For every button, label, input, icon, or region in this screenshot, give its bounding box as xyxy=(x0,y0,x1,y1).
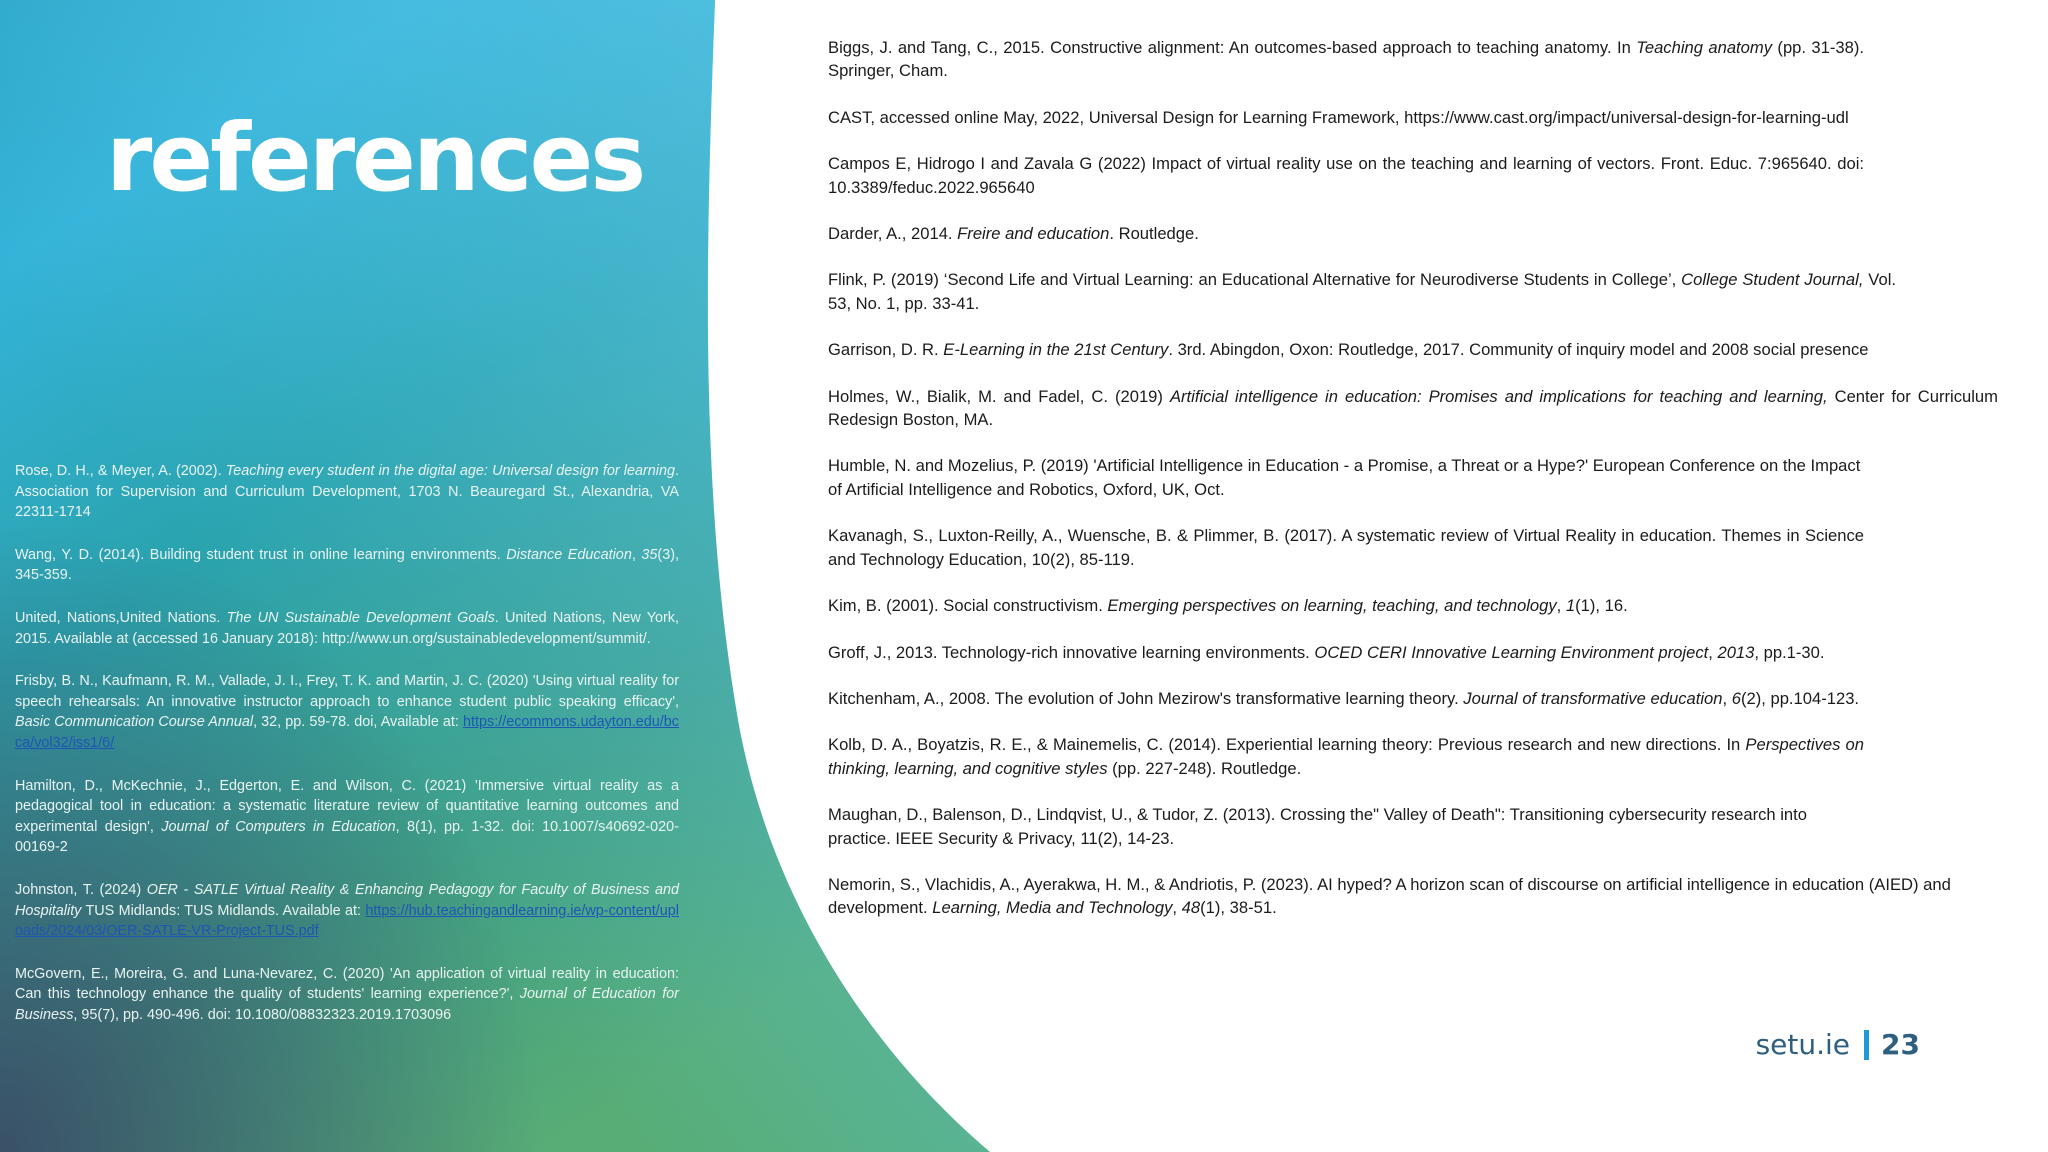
reference-kolb xyxy=(828,733,1864,780)
ref-volume: 48 xyxy=(1181,898,1201,918)
ref-text: Kitchenham, A., 2008. The evolution of John Mezirow's transformative learning theory. xyxy=(828,688,1464,708)
ref-text: . United Nations, New York, 2015. Available at (accessed 16 January 2018): http://www.un.org/sustainabledevelopment/summit/. xyxy=(15,609,679,647)
ref-volume: 35 xyxy=(641,546,658,563)
reference-holmes xyxy=(828,385,1998,432)
ref-text: , xyxy=(1172,898,1182,918)
reference-darder xyxy=(828,222,1864,245)
ref-text: . 3rd. Abingdon, Oxon: Routledge, 2017. Community of inquiry model and 2008 social presence xyxy=(1168,340,1869,360)
ref-text: . Routledge. xyxy=(1109,224,1199,244)
reference-flink xyxy=(828,268,1896,315)
ref-title: Artificial intelligence in education: Promises and implications for teaching and learning, xyxy=(1169,386,1828,406)
ref-text: Nemorin, S., Vlachidis, A., Ayerakwa, H. M., & Andriotis, P. (2023). AI hyped? A horizon scan of discourse on artificial intelligence in education (AIED) and development. xyxy=(828,874,1951,918)
reference-frisby xyxy=(15,671,679,753)
reference-cast xyxy=(828,106,1864,129)
ref-title: Freire and education xyxy=(957,224,1110,244)
reference-biggs xyxy=(828,36,1864,83)
reference-nemorin xyxy=(828,873,1998,920)
reference-garrison xyxy=(828,338,1998,361)
slide-footer xyxy=(1756,1028,1920,1061)
ref-text: , 8(1), pp. 1-32. doi: 10.1007/s40692-020-00169-2 xyxy=(15,818,679,856)
ref-text: Johnston, T. (2024) xyxy=(15,881,147,898)
ref-text: United, Nations,United Nations. xyxy=(15,609,227,626)
ref-title: E-Learning in the 21st Century xyxy=(943,340,1169,360)
ref-text: Biggs, J. and Tang, C., 2015. Constructive alignment: An outcomes-based approach to teaching anatomy. In xyxy=(828,38,1637,57)
reference-link[interactable]: https://ecommons.udayton.edu/bcca/vol32/iss1/6/ xyxy=(15,714,679,751)
ref-text: McGovern, E., Moreira, G. and Luna-Nevarez, C. (2020) 'An application of virtual reality in education: Can this technology enhance the quality of students' learning experience?', xyxy=(15,965,679,1003)
ref-title: College Student Journal, xyxy=(1681,270,1864,290)
ref-volume: 1 xyxy=(1565,596,1576,616)
ref-text: Vol. 53, No. 1, pp. 33-41. xyxy=(828,270,1896,313)
reference-kim xyxy=(828,594,1864,617)
ref-title: Distance Education xyxy=(506,546,632,563)
left-reference-list xyxy=(15,461,679,1047)
ref-text: Kolb, D. A., Boyatzis, R. E., & Mainemelis, C. (2014). Experiential learning theory: Previous research and new directions. In xyxy=(828,735,1746,755)
ref-text: CAST, accessed online May, 2022, Universal Design for Learning Framework, https://www.cast.org/impact/universal-design-for-learning-udl xyxy=(828,107,1849,127)
ref-title: OCED CERI Innovative Learning Environment project xyxy=(1314,642,1709,662)
footer-brand: setu.ie xyxy=(1755,1028,1851,1061)
ref-text: , xyxy=(1722,688,1732,708)
ref-title: Journal of Computers in Education xyxy=(161,818,396,835)
ref-text: Garrison, D. R. xyxy=(828,340,944,360)
reference-link[interactable]: https://hub.teachingandlearning.ie/wp-content/uploads/2024/03/OER-SATLE-VR-Project-TUS.pdf xyxy=(15,902,679,940)
ref-text: , xyxy=(1708,642,1718,662)
ref-text: (1), 16. xyxy=(1575,596,1628,616)
ref-title: Journal of Education for Business xyxy=(15,986,679,1023)
ref-title: The UN Sustainable Development Goals xyxy=(226,609,495,626)
ref-title: Learning, Media and Technology xyxy=(932,898,1173,918)
page-number: 23 xyxy=(1881,1028,1920,1061)
ref-text: (pp. 227-248). Routledge. xyxy=(1107,758,1302,778)
ref-text: (1), 38-51. xyxy=(1200,898,1277,918)
ref-title: Basic Communication Course Annual xyxy=(15,714,254,731)
ref-title: OER - SATLE Virtual Reality & Enhancing Pedagogy for Faculty of Business and Hospitality xyxy=(15,881,679,919)
ref-text: Maughan, D., Balenson, D., Lindqvist, U., & Tudor, Z. (2013). Crossing the" Valley of Death": Transitioning cybersecurity research into practice. IEEE Security & Privacy, 11(2), 14-23. xyxy=(828,805,1807,848)
footer-divider xyxy=(1864,1030,1869,1060)
ref-text: . Association for Supervision and Curriculum Development, 1703 N. Beauregard St., Alexandria, VA 22311-1714 xyxy=(15,463,679,521)
ref-text: , pp.1-30. xyxy=(1754,642,1825,662)
reference-kavanagh xyxy=(828,524,1864,571)
ref-text: Flink, P. (2019) ‘Second Life and Virtual Learning: an Educational Alternative for Neurodiverse Students in College’, xyxy=(828,270,1682,290)
ref-text: Holmes, W., Bialik, M. and Fadel, C. (2019) xyxy=(828,386,1170,406)
ref-text: Humble, N. and Mozelius, P. (2019) 'Artificial Intelligence in Education - a Promise, a Threat or a Hype?' European Conference on the Impact of Artificial Intelligence and Robotics, Oxford, UK, Oct. xyxy=(828,456,1861,499)
ref-text: Kavanagh, S., Luxton-Reilly, A., Wuensche, B. & Plimmer, B. (2017). A systematic review of Virtual Reality in education. Themes in Science and Technology Education, 10(2), 85-119. xyxy=(828,526,1864,569)
reference-kitchenham xyxy=(828,687,1864,710)
ref-title: Perspectives on thinking, learning, and cognitive styles xyxy=(828,735,1865,778)
ref-title: Teaching every student in the digital age: Universal design for learning xyxy=(225,463,675,479)
ref-text: Campos E, Hidrogo I and Zavala G (2022) Impact of virtual reality use on the teaching and learning of vectors. Front. Educ. 7:965640. doi: 10.3389/feduc.2022.965640 xyxy=(828,154,1864,197)
reference-johnston xyxy=(15,880,679,942)
ref-text: (2), pp.104-123. xyxy=(1740,688,1860,708)
ref-text: , xyxy=(631,546,642,563)
reference-groff xyxy=(828,641,1864,664)
ref-text: , 32, pp. 59-78. doi, Available at: xyxy=(253,714,463,731)
ref-text: , xyxy=(1556,596,1566,616)
ref-text: Darder, A., 2014. xyxy=(828,224,958,244)
right-reference-list xyxy=(828,36,1998,943)
ref-text: Kim, B. (2001). Social constructivism. xyxy=(828,596,1108,616)
ref-text: Hamilton, D., McKechnie, J., Edgerton, E. and Wilson, C. (2021) 'Immersive virtual reality as a pedagogical tool in education: a systematic literature review of quantitative learning outcomes and experimental design', xyxy=(15,777,679,835)
reference-wang xyxy=(15,545,679,586)
reference-humble xyxy=(828,454,1864,501)
ref-volume: 2013 xyxy=(1717,642,1755,662)
ref-text: Center for Curriculum Redesign Boston, MA. xyxy=(828,386,1998,430)
reference-mcgovern xyxy=(15,964,679,1026)
slide-title: references xyxy=(106,104,644,213)
ref-text: Groff, J., 2013. Technology-rich innovative learning environments. xyxy=(828,642,1315,662)
ref-text: (pp. 31-38). Springer, Cham. xyxy=(828,38,1865,81)
ref-text: (3), 345-359. xyxy=(15,546,679,584)
ref-title: Teaching anatomy xyxy=(1636,38,1773,57)
ref-text: Wang, Y. D. (2014). Building student trust in online learning environments. xyxy=(15,546,507,563)
ref-volume: 6 xyxy=(1731,688,1741,708)
ref-text: Rose, D. H., & Meyer, A. (2002). xyxy=(15,463,226,479)
reference-rose xyxy=(15,461,679,523)
reference-maughan xyxy=(828,803,1864,850)
ref-text: TUS Midlands: TUS Midlands. Available at: xyxy=(81,902,366,919)
ref-text: , 95(7), pp. 490-496. doi: 10.1080/08832323.2019.1703096 xyxy=(73,1006,452,1023)
ref-title: Emerging perspectives on learning, teaching, and technology xyxy=(1107,596,1557,616)
ref-title: Journal of transformative education xyxy=(1463,688,1723,708)
reference-un xyxy=(15,608,679,649)
reference-hamilton xyxy=(15,776,679,858)
reference-campos xyxy=(828,152,1864,199)
ref-text: Frisby, B. N., Kaufmann, R. M., Vallade, J. I., Frey, T. K. and Martin, J. C. (2020) 'Using virtual reality for speech rehearsals: An innovative instructor approach to enhance student public speaking efficacy', xyxy=(15,673,679,710)
